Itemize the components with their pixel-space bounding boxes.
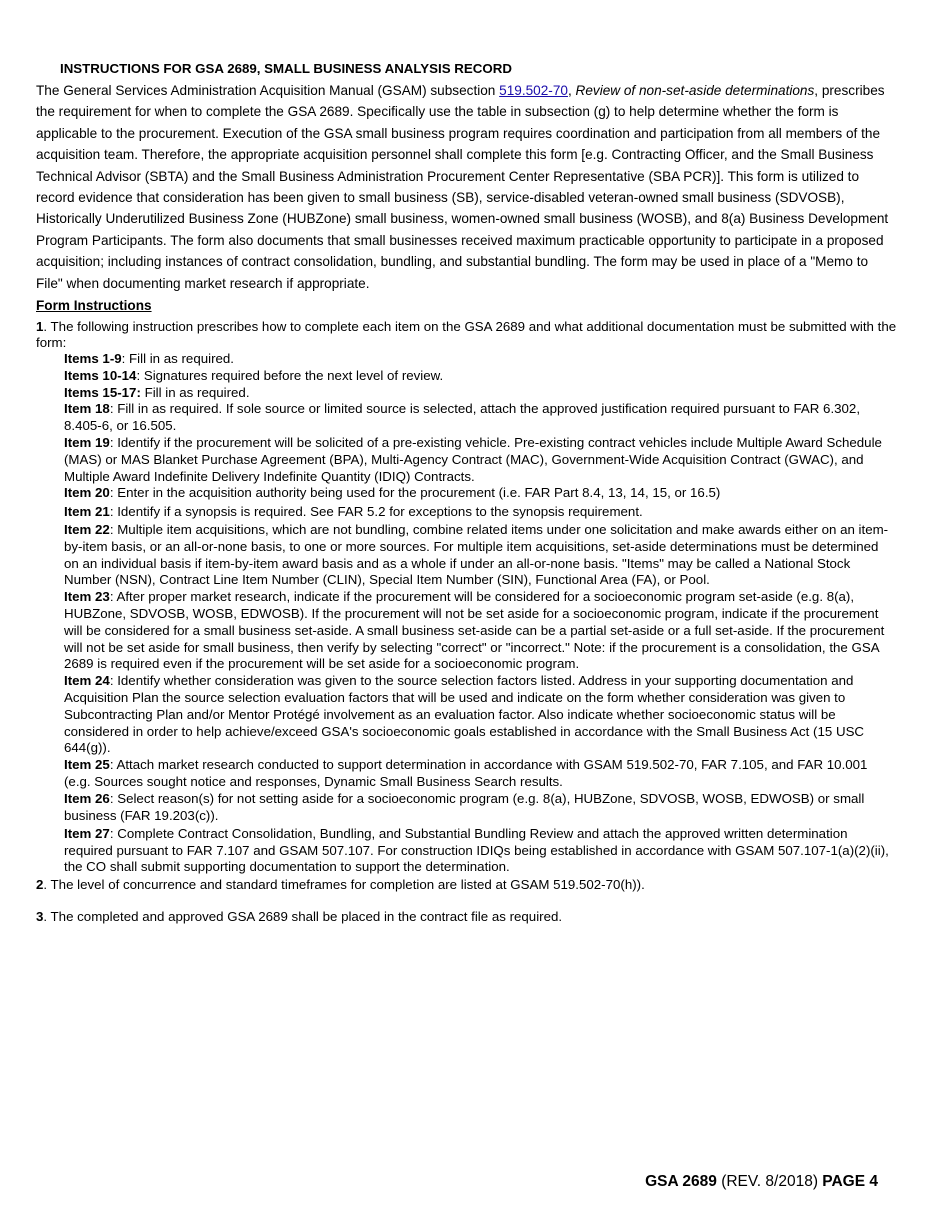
item-label: Item 25 <box>64 757 110 773</box>
item-instruction <box>64 673 890 757</box>
item-instruction <box>64 485 890 502</box>
gsam-subsection-link[interactable]: 519.502-70 <box>499 83 568 98</box>
item-label: Item 26 <box>64 790 110 806</box>
intro-text-separator: , <box>567 83 576 98</box>
item-instruction <box>64 791 890 825</box>
item-text: : Identify if the procurement will be solicited of a pre-existing vehicle. Pre-existing contract vehicles include Multiple Award Schedule (MAS) or MAS Blanket Purchase Agreement (BPA), Multi-Agency Contract (MAC), Government-Wide Acquisition Contract (GWAC), and Multiple Award Indefinite Delivery Indefinite Quantity (IDIQ) Contracts. <box>64 434 882 484</box>
intro-italic-title: Review of non-set-aside determinations <box>575 83 815 98</box>
item-label: Item 22 <box>64 521 110 537</box>
step-text: . The following instruction prescribes how to complete each item on the GSA 2689 and what additional documentation must be submitted with the form: <box>36 319 897 350</box>
instruction-step-3 <box>36 909 902 925</box>
item-label: Items 10-14 <box>64 367 137 383</box>
intro-text-start: The General Services Administration Acquisition Manual (GSAM) subsection <box>36 83 500 98</box>
item-instruction <box>64 757 890 791</box>
instruction-step-2 <box>36 877 902 893</box>
footer-revision: (REV. 8/2018) <box>716 1173 823 1190</box>
document-title: INSTRUCTIONS FOR GSA 2689, SMALL BUSINESS ANALYSIS RECORD <box>60 61 512 76</box>
item-text: : Multiple item acquisitions, which are not bundling, combine related items under one solicitation and make awards either on an item-by-item basis, or an all-or-none basis, to one or more sources. For multiple item acquisitions, set-aside determinations must be determined on an individual basis if item-by-item award basis and as a whole if under an all-or-none basis. "Items" may be called a National Stock Number (NSN), Contract Line Item Number (CLIN), Special Item Number (SIN), Functional Area (FA), or Pool. <box>64 521 889 588</box>
item-label: Item 27 <box>64 825 110 841</box>
item-instruction <box>64 826 890 876</box>
item-instructions-list <box>64 351 890 876</box>
item-text: : Fill in as required. <box>121 351 234 366</box>
form-instructions-heading: Form Instructions <box>36 298 152 313</box>
item-label: Item 20 <box>64 485 110 501</box>
item-text: : Fill in as required. If sole source or limited source is selected, attach the approved justification required pursuant to FAR 6.302, 8.405-6, or 16.505. <box>64 401 861 434</box>
item-text: : Select reason(s) for not setting aside for a socioeconomic program (e.g. 8(a), HUBZone, SDVOSB, WOSB, EDWOSB) or small business (FAR 19.203(c)). <box>64 790 865 823</box>
item-text: : Identify whether consideration was given to the source selection factors listed. Address in your supporting documentation and Acquisition Plan the source selection evaluation factors that will be used and indicate on the form whether consideration was given to Subcontracting Plan and/or Mentor Protégé involvement as an evaluation factor. Also indicate whether socioeconomic status will be considered in order to help achieve/exceed GSA's socioeconomic goals established in accordance with the Small Business Act (15 USC 644(g)). <box>64 673 865 756</box>
item-instruction <box>64 435 890 485</box>
item-instruction <box>64 385 890 402</box>
item-label: Items 1-9 <box>64 351 122 366</box>
item-text: : After proper market research, indicate if the procurement will be considered for a socioeconomic program set-aside (e.g. 8(a), HUBZone, SDVOSB, WOSB, EDWOSB). If the procurement will not be set aside for a socioeconomic program, indicate if the procurement will be considered for a small business set-aside. A small business set-aside can be a partial set-aside or a full set-aside. If the procurement will not be set aside for small business, then verify by selecting "correct" or "incorrect." Note: if the procurement is a consolidation, the GSA 2689 is required even if the procurement will be set aside for a socioeconomic program. <box>64 589 885 672</box>
item-instruction <box>64 351 890 368</box>
item-text: : Complete Contract Consolidation, Bundling, and Substantial Bundling Review and attach the approved written determination required pursuant to FAR 7.107 and GSAM 507.107. For construction IDIQs being established in accordance with GSAM 507.107-1(a)(2)(ii), the CO shall submit supporting documentation to support the determination. <box>64 825 889 875</box>
item-text: : Enter in the acquisition authority being used for the procurement (i.e. FAR Part 8.4, 13, 14, 15, or 16.5) <box>109 485 721 501</box>
item-text: Fill in as required. <box>140 384 250 400</box>
item-instruction <box>64 589 890 673</box>
item-label: Items 15-17: <box>64 384 141 400</box>
intro-paragraph <box>36 80 898 294</box>
item-instruction <box>64 522 890 589</box>
item-label: Item 23 <box>64 589 110 605</box>
item-instruction <box>64 368 890 385</box>
page-footer <box>645 1173 878 1191</box>
item-text: : Signatures required before the next level of review. <box>136 367 444 383</box>
item-label: Item 24 <box>64 673 110 689</box>
intro-text-rest: , prescribes the requirement for when to complete the GSA 2689. Specifically use the table in subsection (g) to help determine whether the form is applicable to the procurement. Execution of the GSA small business program requires coordination and participation from all members of the acquisition team. Therefore, the appropriate acquisition personnel shall complete this form [e.g. Contracting Officer, and the Small Business Technical Advisor (SBTA) and the Small Business Administration Procurement Center Representative (SBA PCR)]. This form is utilized to record evidence that consideration has been given to small business (SB), service-disabled veteran-owned small business (SDVOSB), Historically Underutilized Business Zone (HUBZone) small business, women-owned small business (WOSB), and 8(a) Business Development Program Participants. The form also documents that small businesses received maximum practicable opportunity to participate in a proposed acquisition; including instances of contract consolidation, bundling, and substantial bundling. The form may be used in place of a "Memo to File" when documenting market research if appropriate. <box>36 83 889 291</box>
item-label: Item 21 <box>64 503 110 519</box>
step-text: . The level of concurrence and standard timeframes for completion are listed at GSAM 519.502-70(h)). <box>43 877 645 892</box>
item-label: Item 19 <box>64 434 110 450</box>
step-number: 3 <box>36 909 44 924</box>
item-instruction <box>64 401 890 435</box>
step-text: . The completed and approved GSA 2689 shall be placed in the contract file as required. <box>43 909 563 924</box>
step-number: 2 <box>36 877 44 892</box>
item-label: Item 18 <box>64 401 110 417</box>
item-instruction <box>64 504 890 521</box>
item-text: : Attach market research conducted to support determination in accordance with GSAM 519.502-70, FAR 7.105, and FAR 10.001 (e.g. Sources sought notice and responses, Dynamic Small Business Search results. <box>64 757 868 789</box>
item-text: : Identify if a synopsis is required. See FAR 5.2 for exceptions to the synopsis requirement. <box>109 503 643 519</box>
footer-form-name: GSA 2689 <box>645 1173 717 1190</box>
step-number: 1 <box>36 319 44 334</box>
instruction-step-1 <box>36 319 902 351</box>
footer-page-number: PAGE 4 <box>822 1173 878 1190</box>
